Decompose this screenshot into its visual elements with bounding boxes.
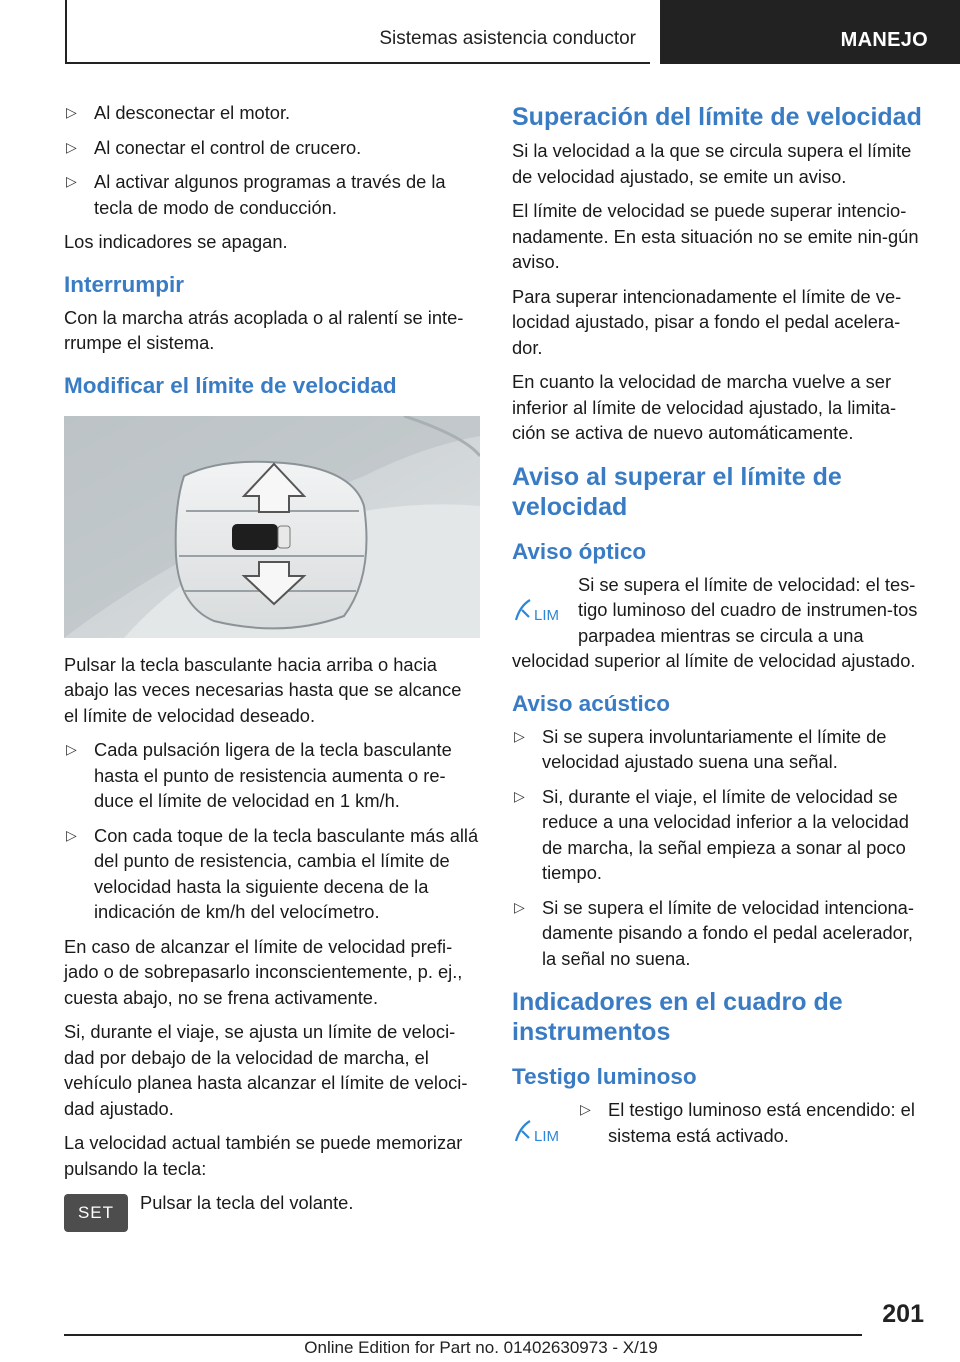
heading-aviso-superar: Aviso al superar el límite de velocidad: [512, 462, 842, 521]
heading-modificar-limite: Modificar el límite de velocidad: [64, 372, 397, 398]
header-rule-bottom: [65, 62, 650, 64]
speed-limit-lim-icon: [512, 594, 570, 624]
paragraph-prefijado: En caso de alcanzar el límite de velocidad prefi-jado o de sobrepasarlo inconscientemente, p. ej., cuesta abajo, no se frena activamente.: [64, 935, 463, 1008]
paragraph-superacion-4: En cuanto la velocidad de marcha vuelve a ser inferior al límite de velocidad ajustado, la limita-ción se activa de nuevo automáticamente.: [512, 371, 897, 443]
paragraph-aviso-optico: Si se supera el límite de velocidad: el tes-tigo luminoso del cuadro de instrumen-tos parpadea mientras se circula a una velocidad superior al límite de velocidad ajustado.: [512, 573, 918, 671]
heading-superacion-limite: Superación del límite de velocidad: [512, 103, 922, 131]
right-column: [512, 100, 928, 1157]
svg-text:LIM: LIM: [534, 1128, 560, 1145]
page-number: 201: [882, 1300, 924, 1328]
triangle-bullet-icon: ▷: [66, 104, 77, 120]
heading-indicadores-cuadro: Indicadores en el cuadro de instrumentos: [512, 988, 843, 1046]
list-item: ▷ Si, durante el viaje, el límite de velocidad se reduce a una velocidad inferior a la velocidad de marcha, la señal empieza a sonar al poco tiempo.: [514, 785, 909, 883]
footer-edition: Online Edition for Part no. 01402630973 - X/19: [304, 1338, 658, 1357]
speed-limit-lim-icon: [512, 1115, 570, 1145]
testigo-block: [512, 1097, 928, 1148]
triangle-bullet-icon: ▷: [514, 727, 525, 744]
set-key-icon: SET: [64, 1194, 128, 1232]
paragraph-durante-viaje: Si, durante el viaje, se ajusta un límite de veloci-dad por debajo de la velocidad de marcha, el vehículo planea hasta alcanzar el límite de veloci-dad ajustado.: [64, 1021, 468, 1119]
header-chapter-tab: [660, 0, 960, 64]
paragraph-superacion-2: El límite de velocidad se puede superar intencio-nadamente. En esta situación no se emite nin-gún aviso.: [512, 200, 919, 272]
paragraph-pulsar-tecla: Pulsar la tecla basculante hacia arriba o hacia abajo las veces necesarias hasta que se alcance el límite de velocidad deseado.: [64, 653, 462, 726]
triangle-bullet-icon: ▷: [66, 138, 77, 155]
list-item: ▷ Al conectar el control de crucero.: [64, 135, 480, 161]
heading-aviso-acustico: Aviso acústico: [512, 690, 670, 716]
list-item: ▷ Con cada toque de la tecla basculante más allá del punto de resistencia, cambia el límite de velocidad hasta la siguiente decena de la indicación de km/h del velocímetro.: [66, 824, 479, 922]
triangle-bullet-icon: ▷: [66, 173, 77, 189]
heading-aviso-optico: Aviso óptico: [512, 538, 647, 564]
set-key-row: [64, 1190, 480, 1236]
steering-wheel-illustration: [64, 416, 480, 638]
aviso-optico-block: [512, 572, 928, 674]
list-item: ▷ Al activar algunos programas a través de la tecla de modo de conducción.: [66, 171, 446, 218]
paragraph-superacion-1: Si la velocidad a la que se circula supera el límite de velocidad ajustado, se emite un aviso.: [512, 140, 912, 187]
heading-interrumpir: Interrumpir: [64, 271, 185, 297]
list-item: ▷ Si se supera el límite de velocidad intenciona-damente pisando a fondo el pedal acelerador, la señal no suena.: [514, 896, 914, 969]
paragraph-set-key: Pulsar la tecla del volante.: [140, 1192, 354, 1213]
list-item: ▷ Cada pulsación ligera de la tecla basculante hasta el punto de resistencia aumenta o re-duce el límite de velocidad en 1 km/h.: [66, 739, 452, 811]
header-chapter-label: MANEJO: [840, 29, 928, 51]
triangle-bullet-icon: ▷: [514, 898, 525, 915]
svg-text:LIM: LIM: [534, 606, 560, 624]
paragraph-indicators-off: Los indicadores se apagan.: [64, 231, 288, 252]
list-item: ▷ Si se supera involuntariamente el límite de velocidad ajustado suena una señal.: [514, 725, 887, 772]
triangle-bullet-icon: ▷: [66, 741, 77, 757]
heading-testigo-luminoso: Testigo luminoso: [512, 1064, 697, 1089]
list-item: ▷ El testigo luminoso está encendido: el sistema está activado.: [580, 1099, 915, 1146]
left-column: [64, 100, 480, 1236]
steering-wheel-rocker-switch-figure: [64, 416, 480, 638]
triangle-bullet-icon: ▷: [514, 787, 525, 804]
paragraph-interrumpir: Con la marcha atrás acoplada o al ralentí se inte-rrumpe el sistema.: [64, 306, 464, 353]
list-item: ▷ Al desconectar el motor.: [64, 100, 480, 126]
footer-rule: [64, 1334, 862, 1336]
triangle-bullet-icon: ▷: [580, 1101, 591, 1117]
paragraph-superacion-3: Para superar intencionadamente el límite de ve-locidad ajustado, pisar a fondo el pedal acelera-dor.: [512, 285, 902, 358]
triangle-bullet-icon: ▷: [66, 826, 77, 843]
paragraph-memorizar: La velocidad actual también se puede memorizar pulsando la tecla:: [64, 1132, 463, 1179]
header-section-title: Sistemas asistencia conductor: [379, 28, 636, 49]
